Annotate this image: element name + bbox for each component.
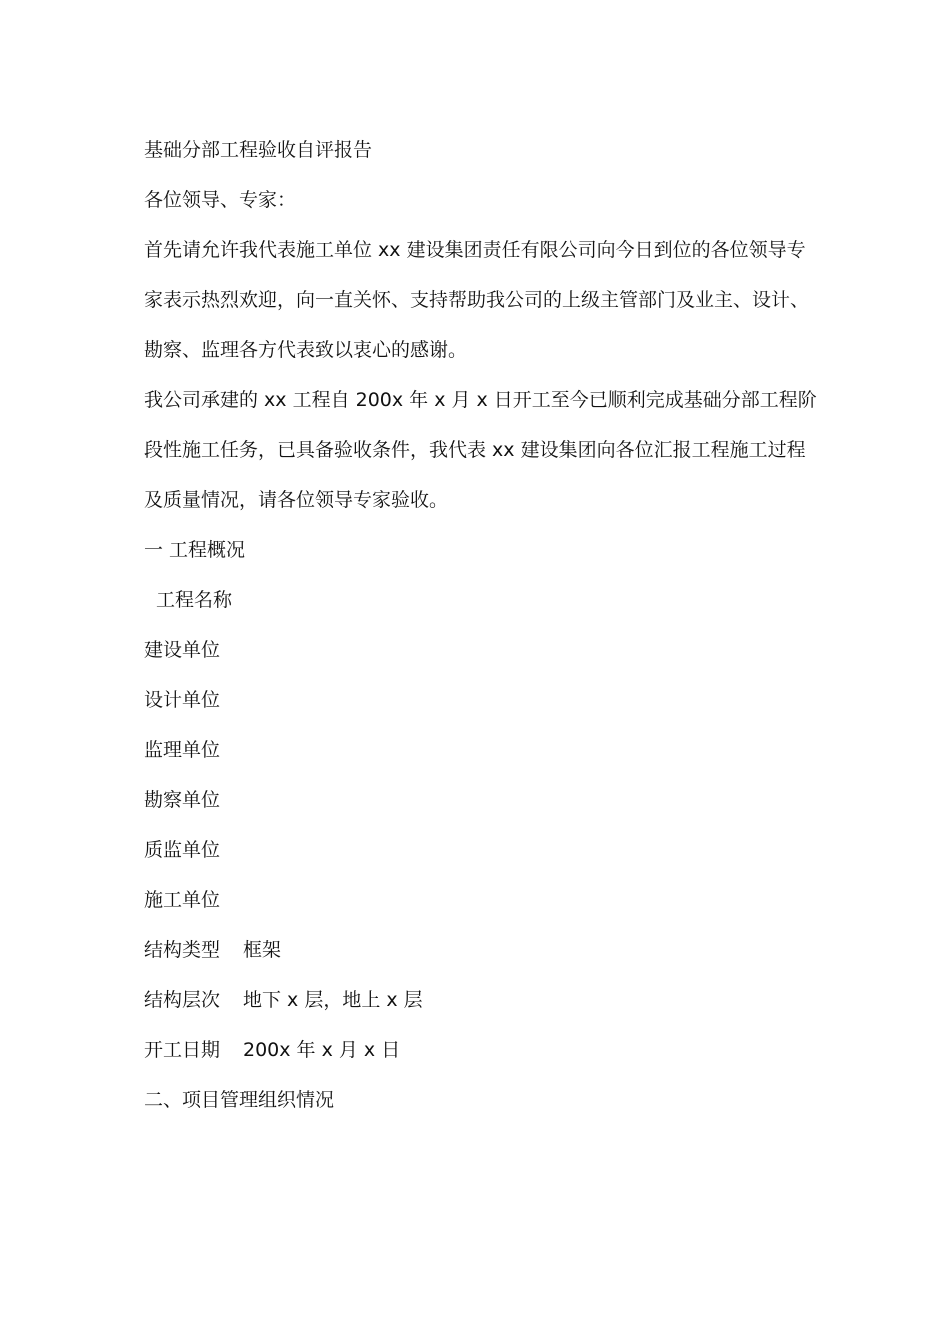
structure-type-label: 结构类型 xyxy=(144,939,221,961)
report-line-1: 我公司承建的 xx 工程自 200x 年 x 月 x 日开工至今已顺利完成基础分部工程阶 xyxy=(144,389,817,411)
intro-line-3: 勘察、监理各方代表致以衷心的感谢。 xyxy=(144,339,468,361)
report-line-2: 段性施工任务，已具备验收条件，我代表 xx 建设集团向各位汇报工程施工过程 xyxy=(144,439,806,461)
report-line-3: 及质量情况，请各位领导专家验收。 xyxy=(144,489,449,511)
document-title: 基础分部工程验收自评报告 xyxy=(144,139,373,161)
section-heading-organization: 二、项目管理组织情况 xyxy=(144,1089,335,1111)
structure-levels-label: 结构层次 xyxy=(144,989,221,1011)
construction-unit-label: 建设单位 xyxy=(144,639,221,661)
structure-type-value: 框架 xyxy=(243,939,282,961)
start-date-row xyxy=(144,1035,824,1065)
design-unit-label: 设计单位 xyxy=(144,689,221,711)
contractor-unit-label: 施工单位 xyxy=(144,889,221,911)
salutation: 各位领导、专家： xyxy=(144,189,297,211)
quality-supervision-unit-label: 质监单位 xyxy=(144,839,221,861)
structure-type-row xyxy=(144,935,824,965)
intro-line-1: 首先请允许我代表施工单位 xx 建设集团责任有限公司向今日到位的各位领导专 xyxy=(144,239,806,261)
section-heading-overview: 一 工程概况 xyxy=(144,539,246,561)
intro-line-2: 家表示热烈欢迎，向一直关怀、支持帮助我公司的上级主管部门及业主、设计、 xyxy=(144,289,810,311)
start-date-value: 200x 年 x 月 x 日 xyxy=(243,1039,401,1061)
project-name-label: 工程名称 xyxy=(156,589,233,611)
structure-levels-value: 地下 x 层，地上 x 层 xyxy=(243,989,423,1011)
survey-unit-label: 勘察单位 xyxy=(144,789,221,811)
start-date-label: 开工日期 xyxy=(144,1039,221,1061)
structure-levels-row xyxy=(144,985,824,1015)
supervision-unit-label: 监理单位 xyxy=(144,739,221,761)
